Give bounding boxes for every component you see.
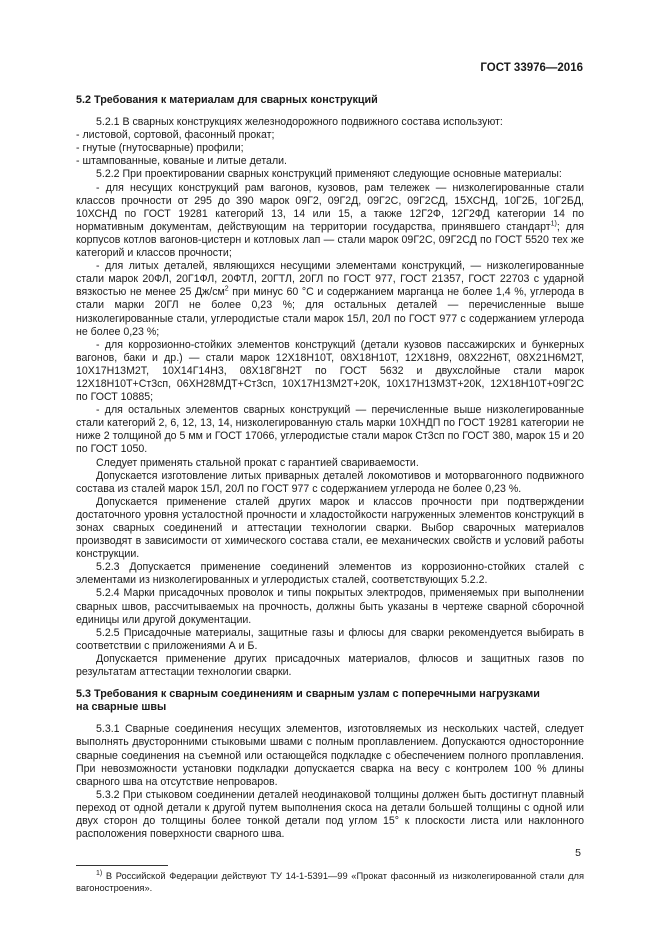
paragraph-load-bearing-tail: ; для корпусов котлов вагонов-цистерн и котловых лап — стали марок 09Г2С, 09Г2СД по ГОСТ 5520 тех же категорий и классов прочности; — [76, 220, 584, 260]
paragraph-5-2-5: 5.2.5 Присадочные материалы, защитные газы и флюсы для сварки рекомендуется выбирать в соответствии с приложениями А и Б. — [76, 626, 584, 652]
section-5-3-title-line1: 5.3 Требования к сварным соединениям и сварным узлам с поперечными нагрузками — [76, 688, 540, 701]
paragraph-cast-parts — [76, 260, 584, 339]
paragraph-cast-parts-text: - для литых деталей, являющихся несущими элементами конструкций, — низколегированные стали марок 20ФЛ, 20Г1ФЛ, 20ФТЛ, 20ГТЛ, 20ГЛ по ГОСТ 977, ГОСТ 21357, ГОСТ 22703 с ударной вязкостью не менее 25 Дж/см — [76, 260, 584, 299]
footnote — [76, 870, 584, 894]
paragraph-5-2-4: 5.2.4 Марки присадочных проволок и типы покрытых электродов, применяемых при выполнении сварных швов, рассчитываемых на прочность, должны быть указаны в чертеже сварной сборочной единицы или другой документации. — [76, 587, 584, 626]
unit-superscript: 2 — [224, 285, 229, 293]
standard-code: ГОСТ 33976—2016 — [480, 62, 583, 74]
list-item-rolled: - листовой, сортовой, фасонный прокат; — [76, 129, 275, 142]
paragraph-5-3-2: 5.3.2 При стыковом соединении деталей неодинаковой толщины должен быть достигнут плавный переход от одной детали к другой путем выполнения скоса на детали большей толщины с одной или двух сторон до толщины более тонкой детали под углом 15° к плоскости листа или наклонного расположения поверхности сварного шва. — [76, 788, 584, 841]
list-item-forged: - штампованные, кованые и литые детали. — [76, 155, 287, 168]
paragraph-other-filler: Допускается применение других присадочных материалов, флюсов и защитных газов по результатам аттестации технологии сварки. — [76, 652, 584, 679]
footnote-text: В Российской Федерации действуют ТУ 14-1-5391—99 «Прокат фасонный из низколегированной стали для вагоностроения». — [76, 871, 584, 894]
paragraph-5-2-2: 5.2.2 При проектировании сварных конструкций применяют следующие основные материалы: — [96, 168, 562, 181]
paragraph-weldability: Следует применять стальной прокат с гарантией свариваемости. — [96, 456, 419, 469]
page-number: 5 — [575, 847, 581, 859]
paragraph-corrosion: - для коррозионно-стойких элементов конструкций (детали кузовов пассажирских и бункерных вагонов, баки и др.) — стали марок 12Х18Н10Т, 08Х18Н10Т, 12Х18Н9, 08Х22Н6Т, 08Х21Н6М2Т, 10Х17Н13М2Т, 10Х14Г14Н3, 08Х18Г8Н2Т по ГОСТ 5632 и двухслойные стали марок 12Х18Н10Т+Ст3сп, 06ХН28МДТ+Ст3сп, 10Х17Н13М2Т+20К, 10Х17Н13М3Т+20К, 12Х18Н10Т+09Г2С по ГОСТ 10885; — [76, 338, 584, 404]
section-gap — [76, 679, 584, 688]
footnote-ref: 1) — [550, 220, 557, 228]
list-item-profiles: - гнутые (гнутосварные) профили; — [76, 142, 244, 155]
paragraph-other-elements: - для остальных элементов сварных конструкций — перечисленные выше низколегированные стали категорий 2, 6, 12, 13, 14, низколегированную сталь марки 10ХНДП по ГОСТ 19281 категории не ниже 2 толщиной до 5 мм и ГОСТ 17066, углеродистые стали марок Ст3сп по ГОСТ 380, марок 15 и 20 по ГОСТ 1050. — [76, 404, 584, 456]
footnote-divider — [76, 865, 168, 866]
paragraph-5-3-1: 5.3.1 Сварные соединения несущих элементов, изготовляемых из нескольких частей, следует выполнять двусторонними стыковыми швами с полным проплавлением. Допускаются односторонние сварные соединения на съемной или остающейся подкладке с обеспечением полного проплавления. При невозможности установки подкладки допускается сварка на весу с контролем 100 % длины сварного шва на отсутствие непроваров. — [76, 723, 584, 788]
footnote-marker: 1) — [96, 870, 103, 878]
paragraph-5-2-1: 5.2.1 В сварных конструкциях железнодорожного подвижного состава используют: — [96, 116, 503, 129]
section-5-3-title-line2: на сварные швы — [76, 701, 167, 714]
paragraph-cast-parts-tail: при минус 60 °С и содержанием марганца не более 1,4 %, углерода в стали марки 20ГЛ не более 0,23 %; для остальных деталей — перечисленные выше низколегированные стали, углеродистые стали марок 15Л, 20Л по ГОСТ 977 с содержанием углерода не более 0,23 %; — [76, 286, 584, 338]
page-content — [76, 94, 584, 894]
paragraph-cast-welded: Допускается изготовление литых приварных деталей локомотивов и моторвагонного подвижного состава из сталей марок 15Л, 20Л по ГОСТ 977 с содержанием углерода не более 0,23 %. — [76, 469, 584, 495]
paragraph-5-2-3: 5.2.3 Допускается применение соединений элементов из коррозионно-стойких сталей с элементами из низколегированных и углеродистых сталей, соответствующих 5.2.2. — [76, 561, 584, 587]
paragraph-load-bearing-text: - для несущих конструкций рам вагонов, кузовов, рам тележек — низколегированные стали классов прочности от 295 до 390 марок 09Г2, 09Г2Д, 09Г2С, 09Г2СД, 15ХСНД, 10Г2Б, 10Г2БД, 10ХСНД по ГОСТ 19281 категорий 13, 14 или 15, а также 12Г2Ф, 12Г2ФД категории 14 по нормативным документам, действующим на территории государства, принявшего стандарт — [76, 181, 584, 233]
paragraph-load-bearing — [76, 182, 584, 261]
section-5-3-title — [76, 688, 584, 714]
section-5-2-title: 5.2 Требования к материалам для сварных конструкций — [76, 94, 378, 106]
paragraph-other-grades: Допускается применение сталей других марок и классов прочности при подтверждении достаточного уровня усталостной прочности и хладостойкости нагруженных элементов конструкций в зонах сварных соединений и аттестации технологии сварки. Выбор сварочных материалов производят в зависимости от химического состава стали, ее механических свойств и условий работы конструкции. — [76, 495, 584, 561]
